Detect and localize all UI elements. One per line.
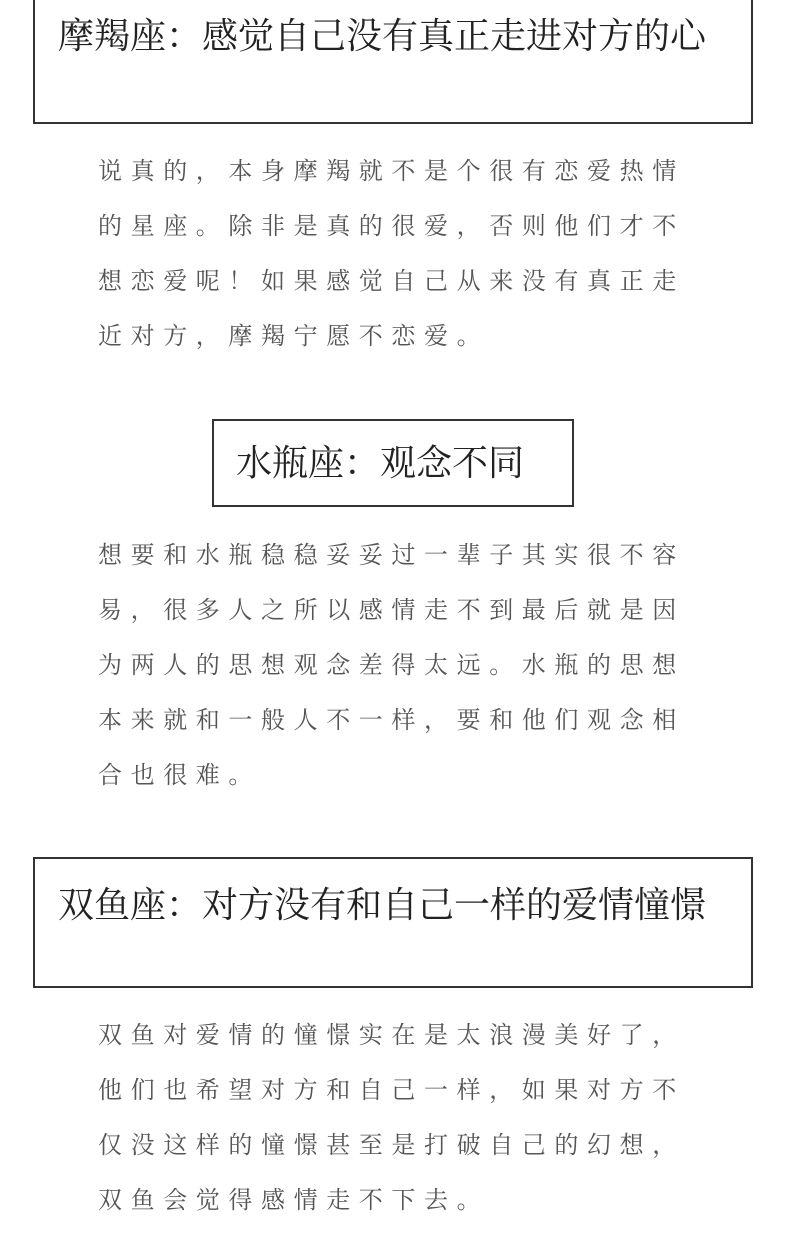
paragraph-line: 本来就和一般人不一样，要和他们观念相 <box>98 706 685 734</box>
paragraph-line: 近对方，摩羯宁愿不恋爱。 <box>98 322 490 350</box>
paragraph-line: 他们也希望对方和自己一样，如果对方不 <box>98 1076 685 1104</box>
section-title-capricorn: 摩羯座：感觉自己没有真正走进对方的心 <box>33 0 753 124</box>
paragraph-line: 双鱼对爱情的憧憬实在是太浪漫美好了， <box>98 1021 685 1049</box>
section-paragraph-pisces <box>98 1008 698 1228</box>
paragraph-line: 想要和水瓶稳稳妥妥过一辈子其实很不容 <box>98 541 685 569</box>
paragraph-line: 仅没这样的憧憬甚至是打破自己的幻想， <box>98 1131 685 1159</box>
paragraph-line: 为两人的思想观念差得太远。水瓶的思想 <box>98 651 685 679</box>
section-title-pisces: 双鱼座：对方没有和自己一样的爱情憧憬 <box>33 857 753 988</box>
paragraph-line: 想恋爱呢！如果感觉自己从来没有真正走 <box>98 267 685 295</box>
paragraph-line: 合也很难。 <box>98 761 261 789</box>
paragraph-line: 说真的，本身摩羯就不是个很有恋爱热情 <box>98 157 685 185</box>
paragraph-line: 双鱼会觉得感情走不下去。 <box>98 1186 490 1214</box>
section-title-aquarius: 水瓶座：观念不同 <box>212 419 574 507</box>
section-paragraph-capricorn <box>98 144 698 364</box>
paragraph-line: 的星座。除非是真的很爱，否则他们才不 <box>98 212 685 240</box>
paragraph-line: 易，很多人之所以感情走不到最后就是因 <box>98 596 685 624</box>
section-paragraph-aquarius <box>98 528 698 803</box>
